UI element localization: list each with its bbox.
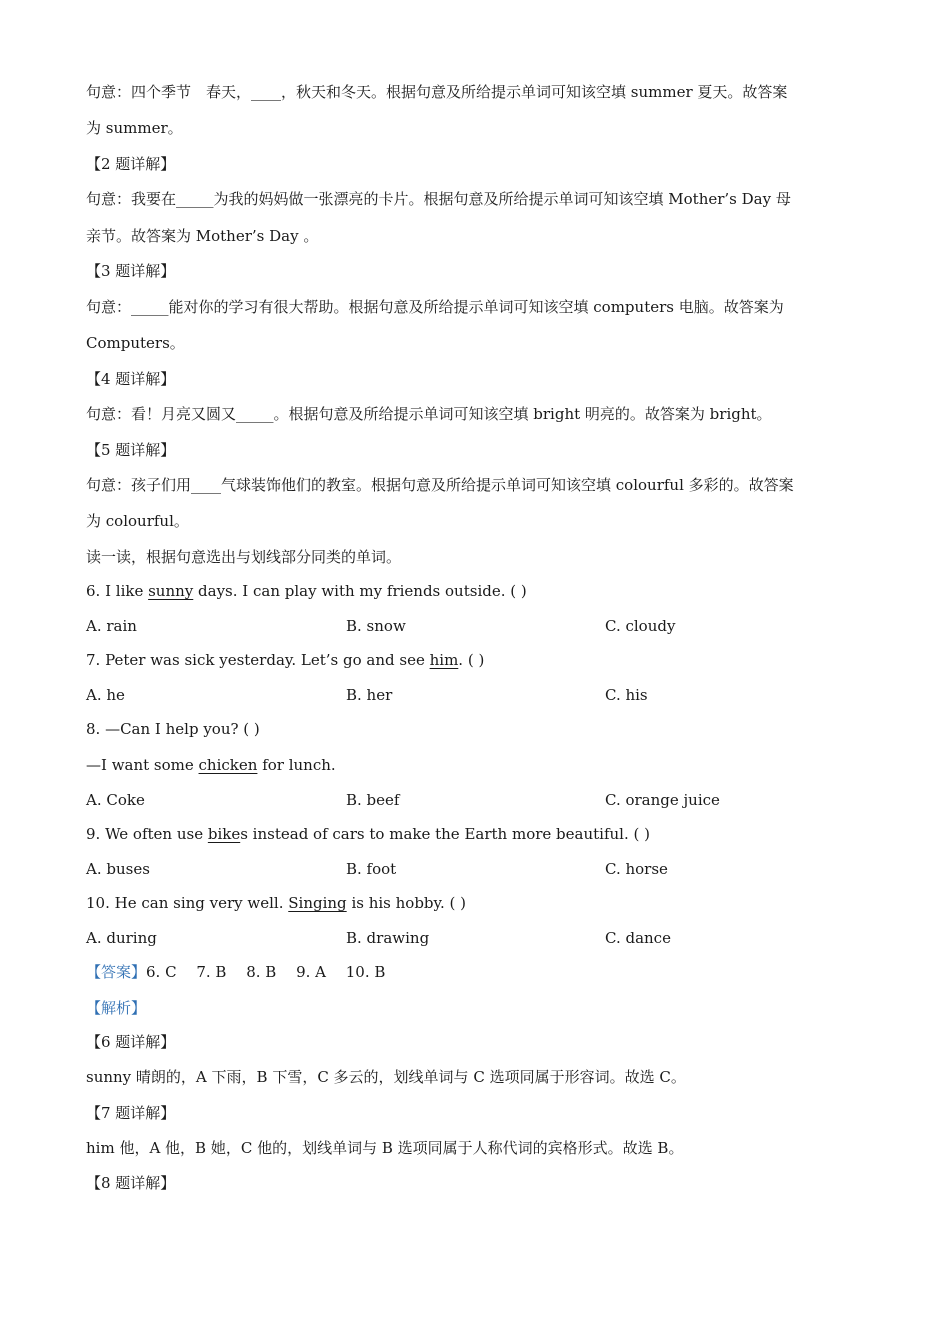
explanation-line: 句意：四个季节 春天，____，秋天和冬天。根据句意及所给提示单词可知该空填 summer 夏天。故答案: [86, 83, 788, 101]
option-c: C. orange juice: [605, 791, 720, 809]
explanation-line: 为 summer。: [86, 119, 183, 137]
question-8: 8. —Can I help you? ( ): [86, 720, 260, 738]
analysis-label: 【解析】: [86, 999, 147, 1017]
question-10: 10. He can sing very well. Singing is his hobby. ( ): [86, 894, 467, 912]
underlined-word: bike: [207, 825, 241, 843]
explanation-line: him 他，A 他，B 她，C 他的，划线单词与 B 选项同属于人称代词的宾格形式。故选 B。: [86, 1139, 684, 1157]
option-b: B. her: [346, 686, 393, 704]
option-b: B. beef: [346, 791, 400, 809]
subquestion-heading: 【8 题详解】: [86, 1174, 176, 1192]
option-a: A. rain: [86, 617, 137, 635]
subquestion-heading: 【6 题详解】: [86, 1033, 176, 1051]
question-8-dialogue: —I want some chicken for lunch.: [86, 756, 336, 774]
option-c: C. horse: [605, 860, 668, 878]
option-b: B. foot: [346, 860, 397, 878]
explanation-line: Computers。: [86, 334, 185, 352]
subquestion-heading: 【3 题详解】: [86, 262, 176, 280]
question-6: 6. I like sunny days. I can play with my friends outside. ( ): [86, 582, 527, 600]
explanation-line: 句意：_____能对你的学习有很大帮助。根据句意及所给提示单词可知该空填 computers 电脑。故答案为: [86, 298, 784, 316]
subquestion-heading: 【4 题详解】: [86, 370, 176, 388]
option-b: B. drawing: [346, 929, 430, 947]
explanation-line: 句意：我要在_____为我的妈妈做一张漂亮的卡片。根据句意及所给提示单词可知该空填 Mother’s Day 母: [86, 190, 791, 208]
option-b: B. snow: [346, 617, 406, 635]
underlined-word: him: [429, 651, 459, 669]
explanation-line: sunny 晴朗的，A 下雨，B 下雪，C 多云的，划线单词与 C 选项同属于形容词。故选 C。: [86, 1068, 686, 1086]
question-9: 9. We often use bikes instead of cars to make the Earth more beautiful. ( ): [86, 825, 650, 843]
subquestion-heading: 【5 题详解】: [86, 441, 176, 459]
option-c: C. dance: [605, 929, 671, 947]
answer-text: 6. C 7. B 8. B 9. A 10. B: [146, 963, 386, 981]
explanation-line: 句意：孩子们用____气球装饰他们的教室。根据句意及所给提示单词可知该空填 colourful 多彩的。故答案: [86, 476, 794, 494]
explanation-line: 亲节。故答案为 Mother’s Day 。: [86, 227, 319, 245]
underlined-word: Singing: [288, 894, 347, 912]
option-a: A. Coke: [86, 791, 145, 809]
option-c: C. his: [605, 686, 648, 704]
explanation-line: 为 colourful。: [86, 512, 189, 530]
option-a: A. buses: [86, 860, 150, 878]
explanation-line: 句意：看！月亮又圆又_____。根据句意及所给提示单词可知该空填 bright 明亮的。故答案为 bright。: [86, 405, 772, 423]
answer-label: 【答案】: [86, 963, 147, 981]
section-instruction: 读一读，根据句意选出与划线部分同类的单词。: [86, 548, 402, 566]
question-7: 7. Peter was sick yesterday. Let’s go and see him. ( ): [86, 651, 485, 669]
answer-line: [86, 962, 385, 982]
subquestion-heading: 【2 题详解】: [86, 155, 176, 173]
option-a: A. he: [86, 686, 125, 704]
option-a: A. during: [86, 929, 157, 947]
option-c: C. cloudy: [605, 617, 676, 635]
underlined-word: chicken: [198, 756, 258, 774]
subquestion-heading: 【7 题详解】: [86, 1104, 176, 1122]
underlined-word: sunny: [148, 582, 194, 600]
